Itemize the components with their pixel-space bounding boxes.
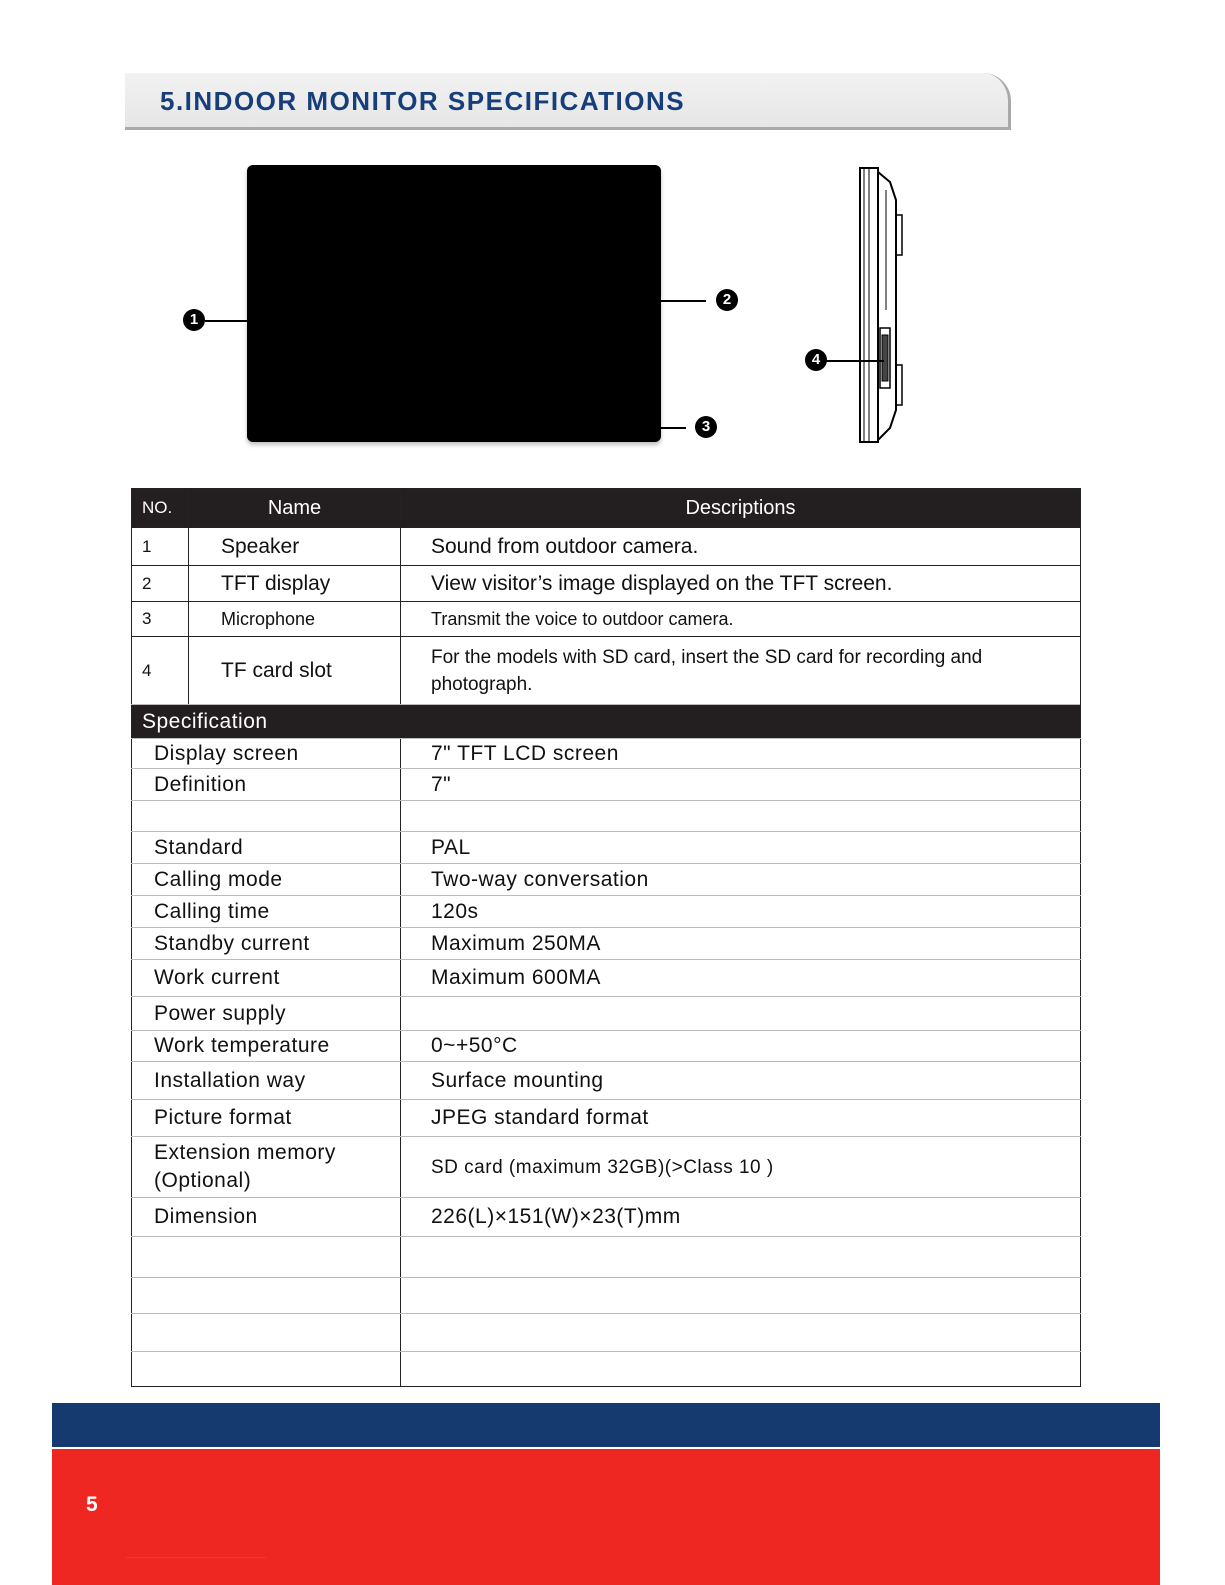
callout-4-marker: 4 <box>805 349 827 371</box>
table-row <box>132 832 1081 864</box>
table-row <box>132 739 1081 769</box>
table-row <box>132 928 1081 960</box>
spec-value: PAL <box>401 832 1081 864</box>
spec-key: Power supply <box>132 997 401 1031</box>
spec-key: Standby current <box>132 928 401 960</box>
page-number: 5 <box>86 1493 98 1516</box>
spec-key: Work temperature <box>132 1031 401 1062</box>
part-name: Speaker <box>189 528 401 566</box>
table-row <box>132 528 1081 566</box>
table-row <box>132 637 1081 705</box>
parts-table <box>131 488 1081 705</box>
spec-value: 7" TFT LCD screen <box>401 739 1081 769</box>
table-row <box>132 566 1081 602</box>
spec-value <box>401 1278 1081 1314</box>
part-description: View visitor’s image displayed on the TFT screen. <box>401 566 1081 602</box>
table-row <box>132 801 1081 832</box>
spec-value <box>401 1237 1081 1278</box>
table-row <box>132 864 1081 896</box>
spec-key: Picture format <box>132 1100 401 1137</box>
spec-value: Maximum 250MA <box>401 928 1081 960</box>
table-row <box>132 960 1081 997</box>
spec-key: Dimension <box>132 1198 401 1237</box>
table-row <box>132 1100 1081 1137</box>
parts-table-header <box>132 489 1081 528</box>
callout-3-leader <box>626 427 686 429</box>
page-title: 5.INDOOR MONITOR SPECIFICATIONS <box>160 86 686 116</box>
spec-heading: Specification <box>132 705 1081 739</box>
header-no: NO. <box>132 489 189 528</box>
spec-key: Calling time <box>132 896 401 928</box>
spec-value <box>401 997 1081 1031</box>
monitor-illustration <box>0 0 1225 480</box>
footer-blue-band <box>52 1403 1160 1447</box>
spec-value: Surface mounting <box>401 1062 1081 1100</box>
spec-value: SD card (maximum 32GB)(>Class 10 ) <box>401 1137 1081 1198</box>
spec-key <box>132 1352 401 1387</box>
part-name: TFT display <box>189 566 401 602</box>
spec-value: Two-way conversation <box>401 864 1081 896</box>
spec-value: 226(L)×151(W)×23(T)mm <box>401 1198 1081 1237</box>
table-row <box>132 1352 1081 1387</box>
callout-1-marker: 1 <box>183 309 205 331</box>
table-row <box>132 896 1081 928</box>
table-row <box>132 1137 1081 1198</box>
table-row <box>132 1062 1081 1100</box>
spec-key <box>132 1278 401 1314</box>
spec-key: Work current <box>132 960 401 997</box>
callout-3-marker: 3 <box>695 416 717 438</box>
spec-key: Calling mode <box>132 864 401 896</box>
spec-key: Installation way <box>132 1062 401 1100</box>
spec-table <box>131 704 1081 1387</box>
callout-2-leader <box>588 300 706 302</box>
spec-key <box>132 1314 401 1352</box>
spec-value: Maximum 600MA <box>401 960 1081 997</box>
spec-key: Standard <box>132 832 401 864</box>
table-row <box>132 1278 1081 1314</box>
callout-2-marker: 2 <box>716 289 738 311</box>
spec-value: 7" <box>401 769 1081 801</box>
part-no: 3 <box>132 602 189 637</box>
part-no: 1 <box>132 528 189 566</box>
monitor-side-image <box>850 160 920 450</box>
spec-value: JPEG standard format <box>401 1100 1081 1137</box>
footer-red-band <box>52 1449 1160 1585</box>
table-row <box>132 1237 1081 1278</box>
spec-key: Definition <box>132 769 401 801</box>
spec-key <box>132 801 401 832</box>
spec-value <box>401 1314 1081 1352</box>
table-row <box>132 769 1081 801</box>
spec-value <box>401 1352 1081 1387</box>
spec-key <box>132 1237 401 1278</box>
part-no: 2 <box>132 566 189 602</box>
callout-1-leader <box>205 320 259 322</box>
part-name: TF card slot <box>189 637 401 705</box>
table-row <box>132 997 1081 1031</box>
table-row <box>132 1314 1081 1352</box>
monitor-front-image <box>247 165 661 442</box>
table-row <box>132 1031 1081 1062</box>
table-row <box>132 602 1081 637</box>
part-no: 4 <box>132 637 189 705</box>
table-row <box>132 1198 1081 1237</box>
spec-value: 120s <box>401 896 1081 928</box>
part-description: Transmit the voice to outdoor camera. <box>401 602 1081 637</box>
callout-4-leader <box>824 360 884 362</box>
part-description: For the models with SD card, insert the SD card for recording and photograph. <box>401 637 1081 705</box>
part-description: Sound from outdoor camera. <box>401 528 1081 566</box>
footer-link-underline <box>126 1557 266 1558</box>
header-name: Name <box>189 489 401 528</box>
spec-key: Extension memory (Optional) <box>132 1137 401 1198</box>
spec-value <box>401 801 1081 832</box>
header-descriptions: Descriptions <box>401 489 1081 528</box>
spec-key: Display screen <box>132 739 401 769</box>
spec-value: 0~+50°C <box>401 1031 1081 1062</box>
part-name: Microphone <box>189 602 401 637</box>
